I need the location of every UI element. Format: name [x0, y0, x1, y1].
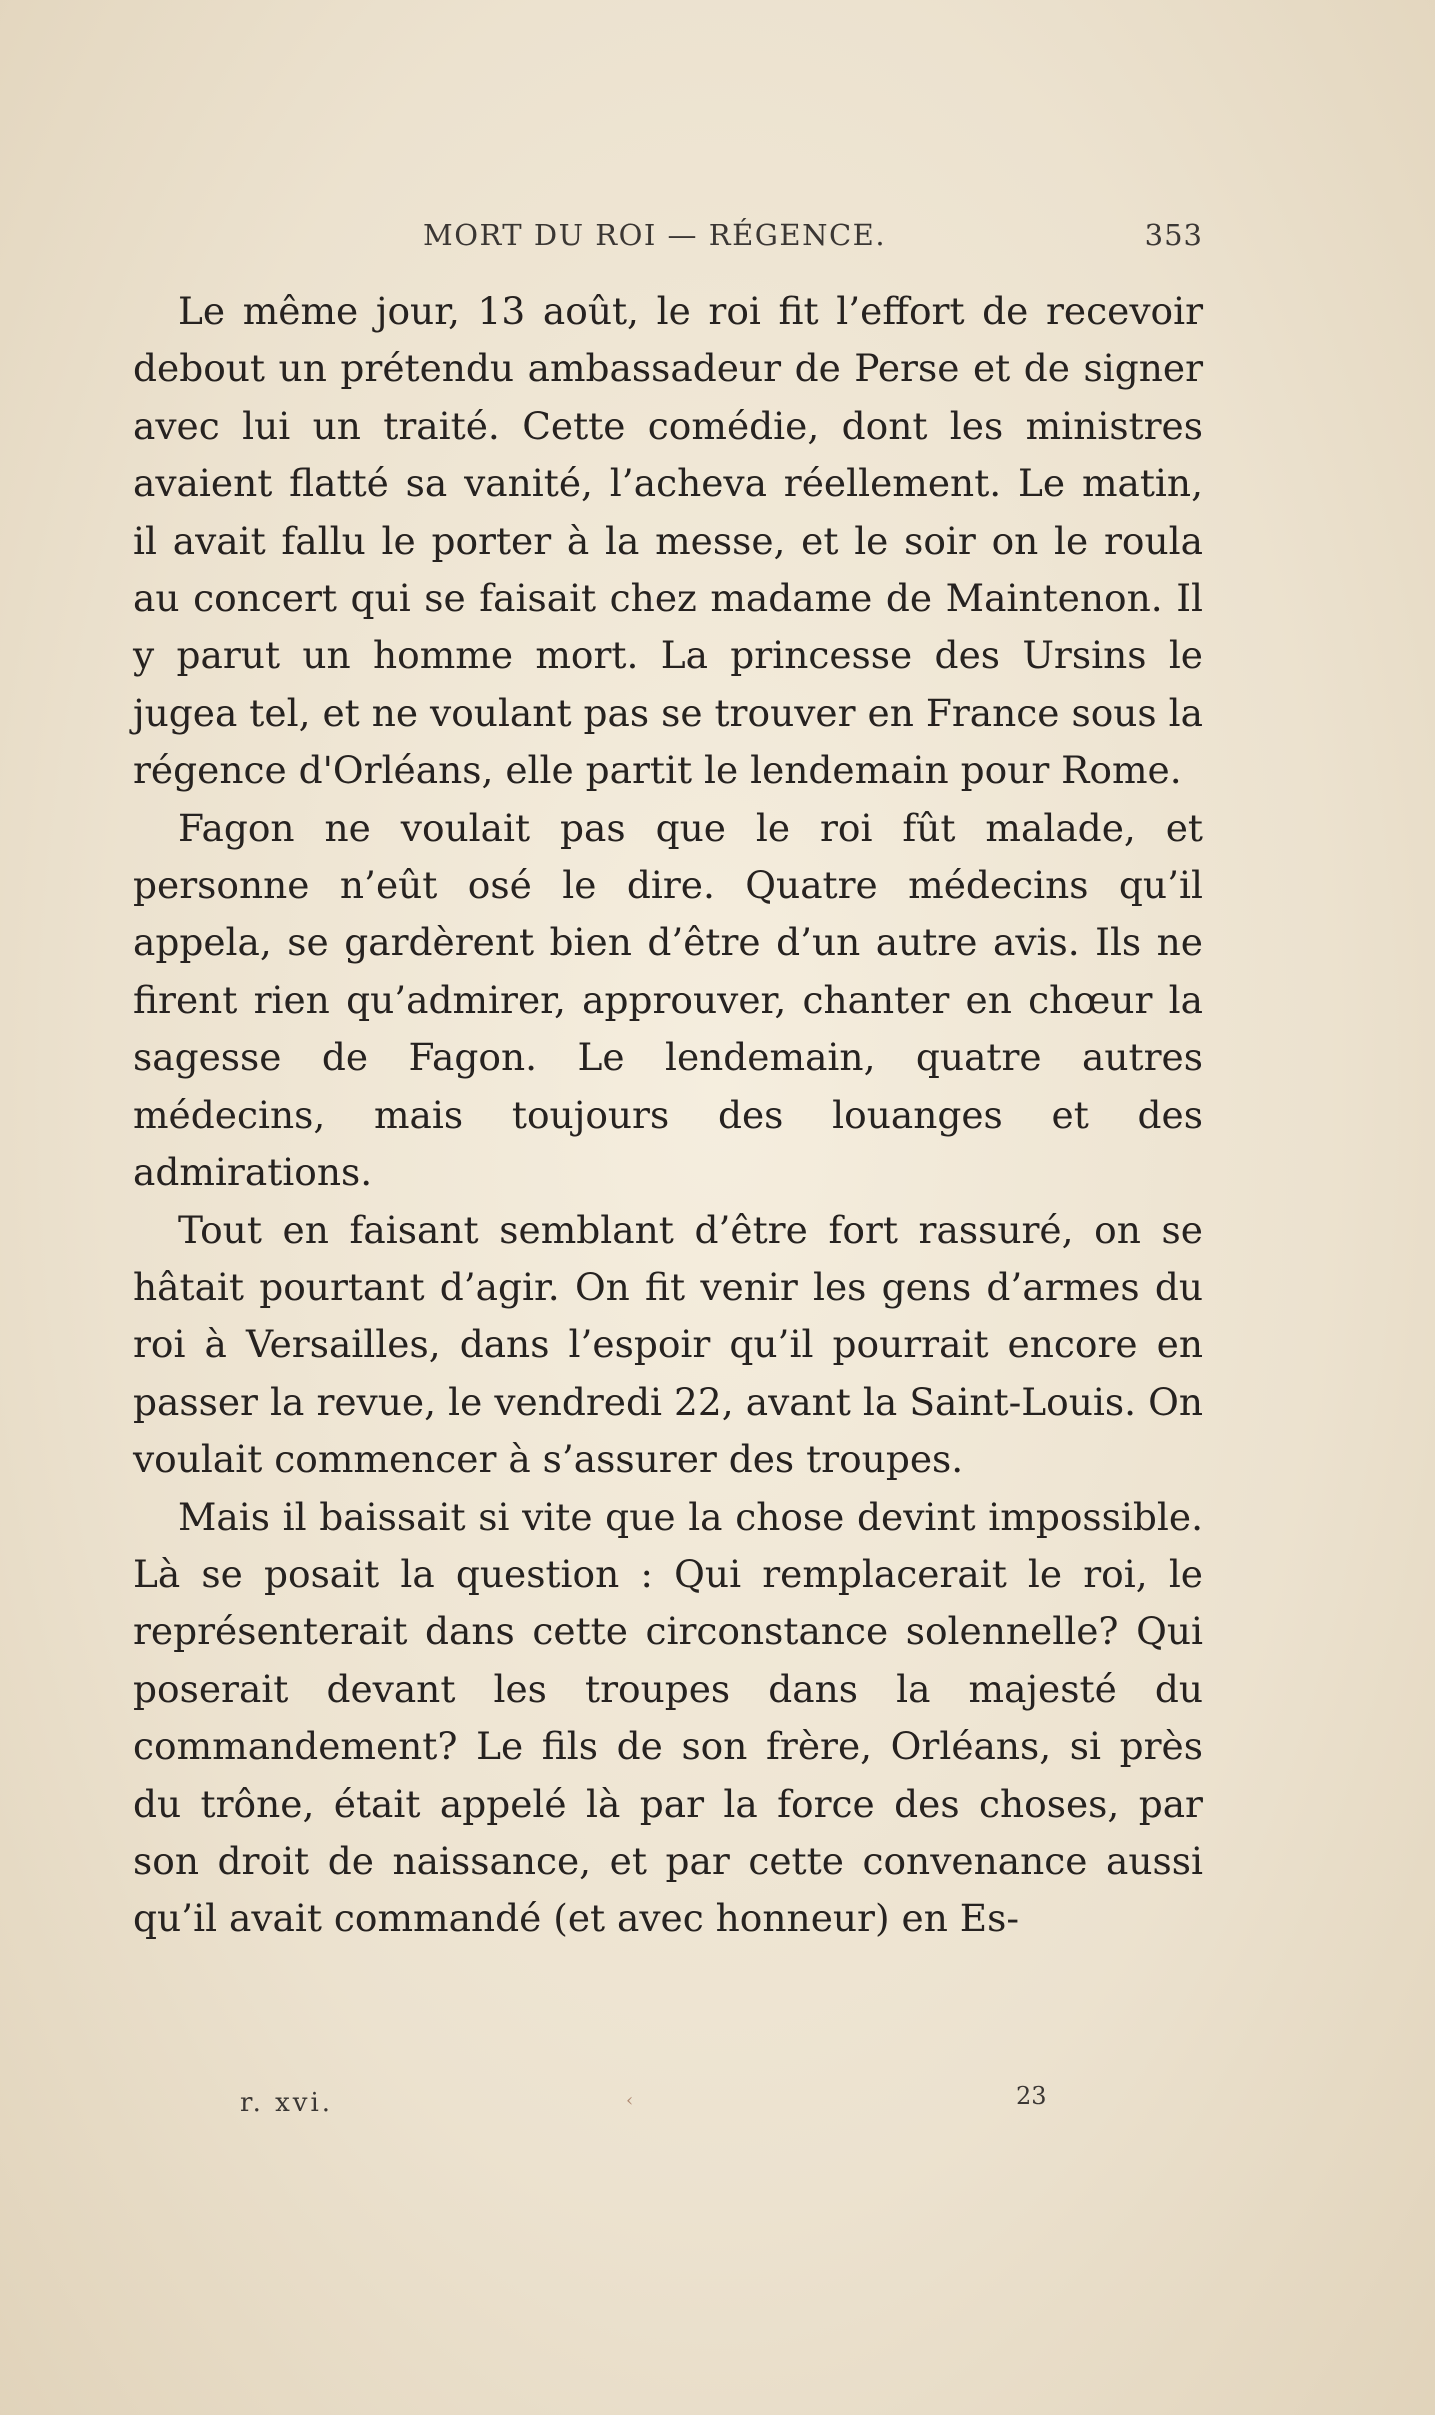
page-footer [240, 2082, 1100, 2128]
volume-signature: r. xvi. [240, 2088, 334, 2118]
paragraph-2: Fagon ne voulait pas que le roi fût malade, et personne n’eût osé le dire. Quatre médecins qu’il appela, se gardèrent bien d’être d’un autre avis. Ils ne firent rien qu’admirer, approuver, chanter en chœur la sagesse de Fagon. Le lendemain, quatre autres médecins, mais toujours des louanges et des admirations. [133, 805, 1203, 1195]
running-head [133, 218, 1203, 262]
sheet-mark: ‹ [626, 2090, 634, 2111]
running-title: MORT DU ROI — RÉGENCE. [423, 218, 887, 252]
page-number: 353 [1144, 218, 1203, 252]
paragraph-3: Tout en faisant semblant d’être fort rassuré, on se hâtait pourtant d’agir. On fit venir les gens d’armes du roi à Versailles, dans l’espoir qu’il pourrait encore en passer la revue, le vendredi 22, avant la Saint-Louis. On voulait commencer à s’assurer des troupes. [133, 1207, 1203, 1482]
paragraph-1: Le même jour, 13 août, le roi fit l’effort de recevoir debout un prétendu ambassadeur de Perse et de signer avec lui un traité. Cette comédie, dont les ministres avaient flatté sa vanité, l’acheva réellement. Le matin, il avait fallu le porter à la messe, et le soir on le roula au concert qui se faisait chez madame de Maintenon. Il y parut un homme mort. La princesse des Ursins le jugea tel, et ne voulant pas se trouver en France sous la régence d'Orléans, elle partit le lendemain pour Rome. [133, 289, 1203, 793]
signature-number: 23 [1016, 2082, 1047, 2110]
paragraph-4: Mais il baissait si vite que la chose devint impossible. Là se posait la question : Qui remplacerait le roi, le représenterait dans cette circonstance solennelle? Qui poserait devant les troupes dans la majesté du commandement? Le fils de son frère, Orléans, si près du trône, était appelé là par la force des choses, par son droit de naissance, et par cette convenance aussi qu’il avait commandé (et avec honneur) en Es- [133, 1494, 1203, 1941]
body-text [133, 283, 1203, 1948]
